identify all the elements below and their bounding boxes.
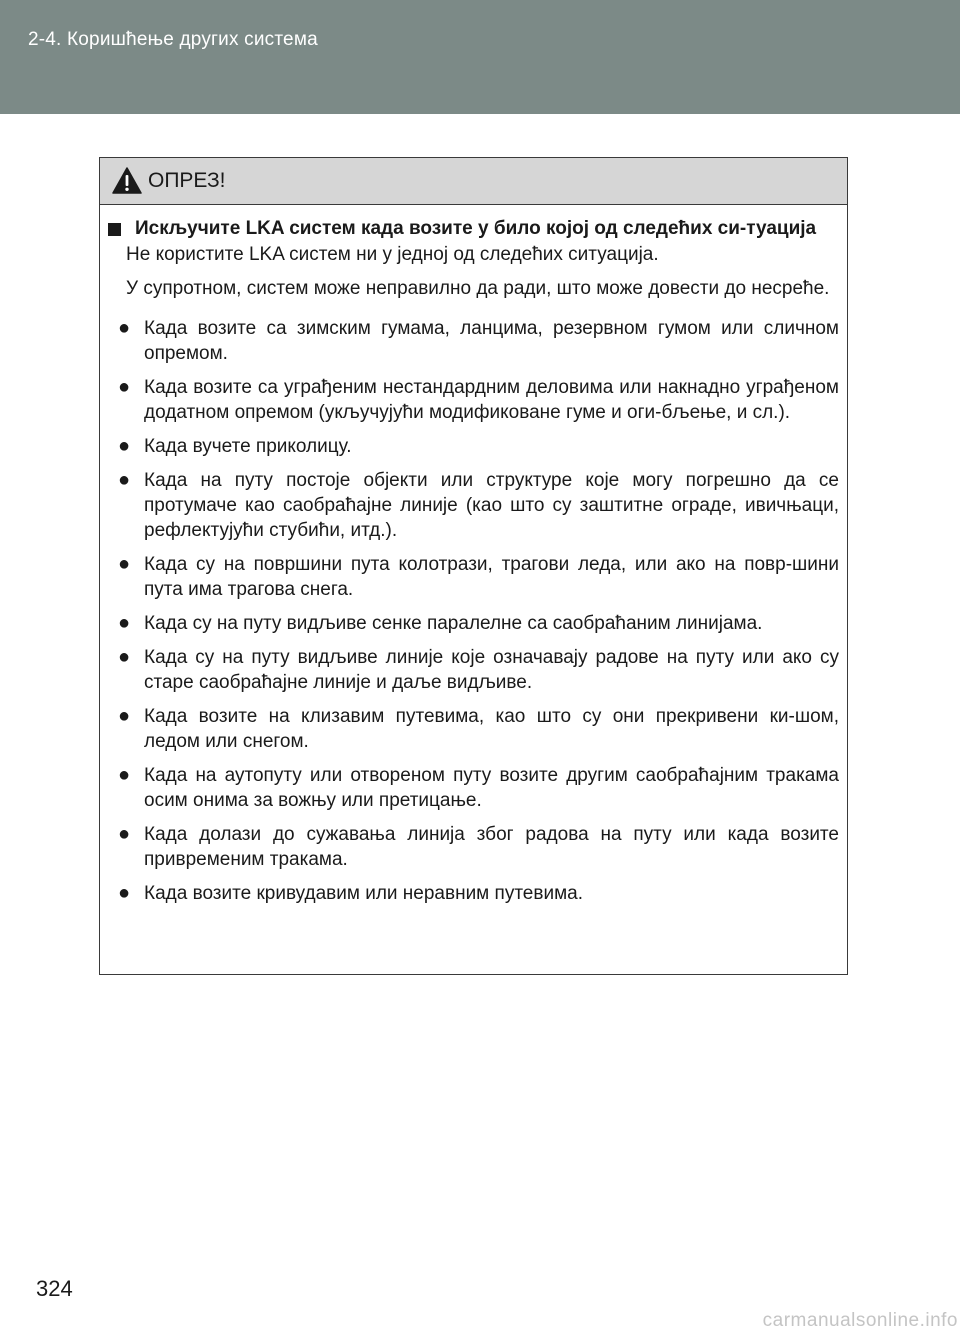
list-item-text: Када вучете приколицу.	[144, 436, 352, 457]
list-item	[108, 468, 839, 543]
caution-heading: Искључите LKA систем када возите у било којој од следећих си-туација	[135, 218, 817, 239]
list-item	[108, 645, 839, 695]
list-item	[108, 434, 839, 459]
caution-label: ОПРЕЗ!	[148, 169, 226, 192]
list-item	[108, 552, 839, 602]
list-item	[108, 822, 839, 872]
bullet-dot-icon: ●	[118, 553, 131, 575]
list-item-text: Када долази до сужавања линија због радова на путу или када возите привременим тракама.	[144, 824, 839, 870]
list-item-text: Када на путу постоје објекти или структуре које могу погрешно да се протумаче као саобраћајне линије (као што су заштитне ограде, ивичњаци, рефлектујући стубићи, итд.).	[144, 470, 839, 541]
list-item-text: Када возите на клизавим путевима, као што су они прекривени ки-шом, ледом или снегом.	[144, 706, 839, 752]
bullet-dot-icon: ●	[118, 882, 131, 904]
caution-item-list	[108, 316, 839, 906]
list-item-text: Када возите са уграђеним нестандардним деловима или накнадно уграђеном додатном опремом (укључујући модификоване гуме и оги-бљење, и сл.).	[144, 377, 839, 423]
list-item-text: Када возите кривудавим или неравним путевима.	[144, 883, 583, 904]
caution-heading-row	[108, 216, 839, 241]
list-item	[108, 763, 839, 813]
list-item	[108, 611, 839, 636]
caution-paragraph-2: У супротном, систем може неправилно да ради, што може довести до несреће.	[126, 278, 830, 299]
bullet-dot-icon: ●	[118, 469, 131, 491]
list-item	[108, 316, 839, 366]
bullet-dot-icon: ●	[118, 612, 131, 634]
bullet-dot-icon: ●	[118, 764, 131, 786]
caution-header	[100, 158, 847, 205]
list-item-text: Када су на путу видљиве линије које означавају радове на путу или ако су старе саобраћајне линије и даље видљиве.	[144, 647, 839, 693]
watermark: carmanualsonline.info	[762, 1310, 958, 1331]
page-number: 324	[36, 1276, 73, 1301]
list-item-text: Када су на путу видљиве сенке паралелне са саобраћаним линијама.	[144, 613, 763, 634]
list-item	[108, 881, 839, 906]
list-item-text: Када на аутопуту или отвореном путу возите другим саобраћајним тракама осим онима за вожњу или претицање.	[144, 765, 839, 811]
header-band	[0, 0, 960, 114]
bullet-dot-icon: ●	[118, 705, 131, 727]
bullet-dot-icon: ●	[118, 435, 131, 457]
bullet-dot-icon: ●	[118, 646, 131, 668]
warning-triangle-icon	[112, 167, 142, 194]
list-item-text: Када возите са зимским гумама, ланцима, резервном гумом или сличном опремом.	[144, 318, 839, 364]
bullet-dot-icon: ●	[118, 823, 131, 845]
bullet-dot-icon: ●	[118, 376, 131, 398]
bullet-dot-icon: ●	[118, 317, 131, 339]
section-title: 2-4. Коришћење других система	[28, 29, 318, 50]
caution-paragraph-1: Не користите LKA систем ни у једној од следећих ситуација.	[126, 244, 659, 265]
square-bullet-icon	[108, 223, 121, 236]
caution-box	[99, 157, 848, 975]
list-item	[108, 375, 839, 425]
list-item-text: Када су на површини пута колотрази, трагови леда, или ако на повр-шини пута има трагова снега.	[144, 554, 839, 600]
caution-content	[100, 205, 847, 906]
list-item	[108, 704, 839, 754]
